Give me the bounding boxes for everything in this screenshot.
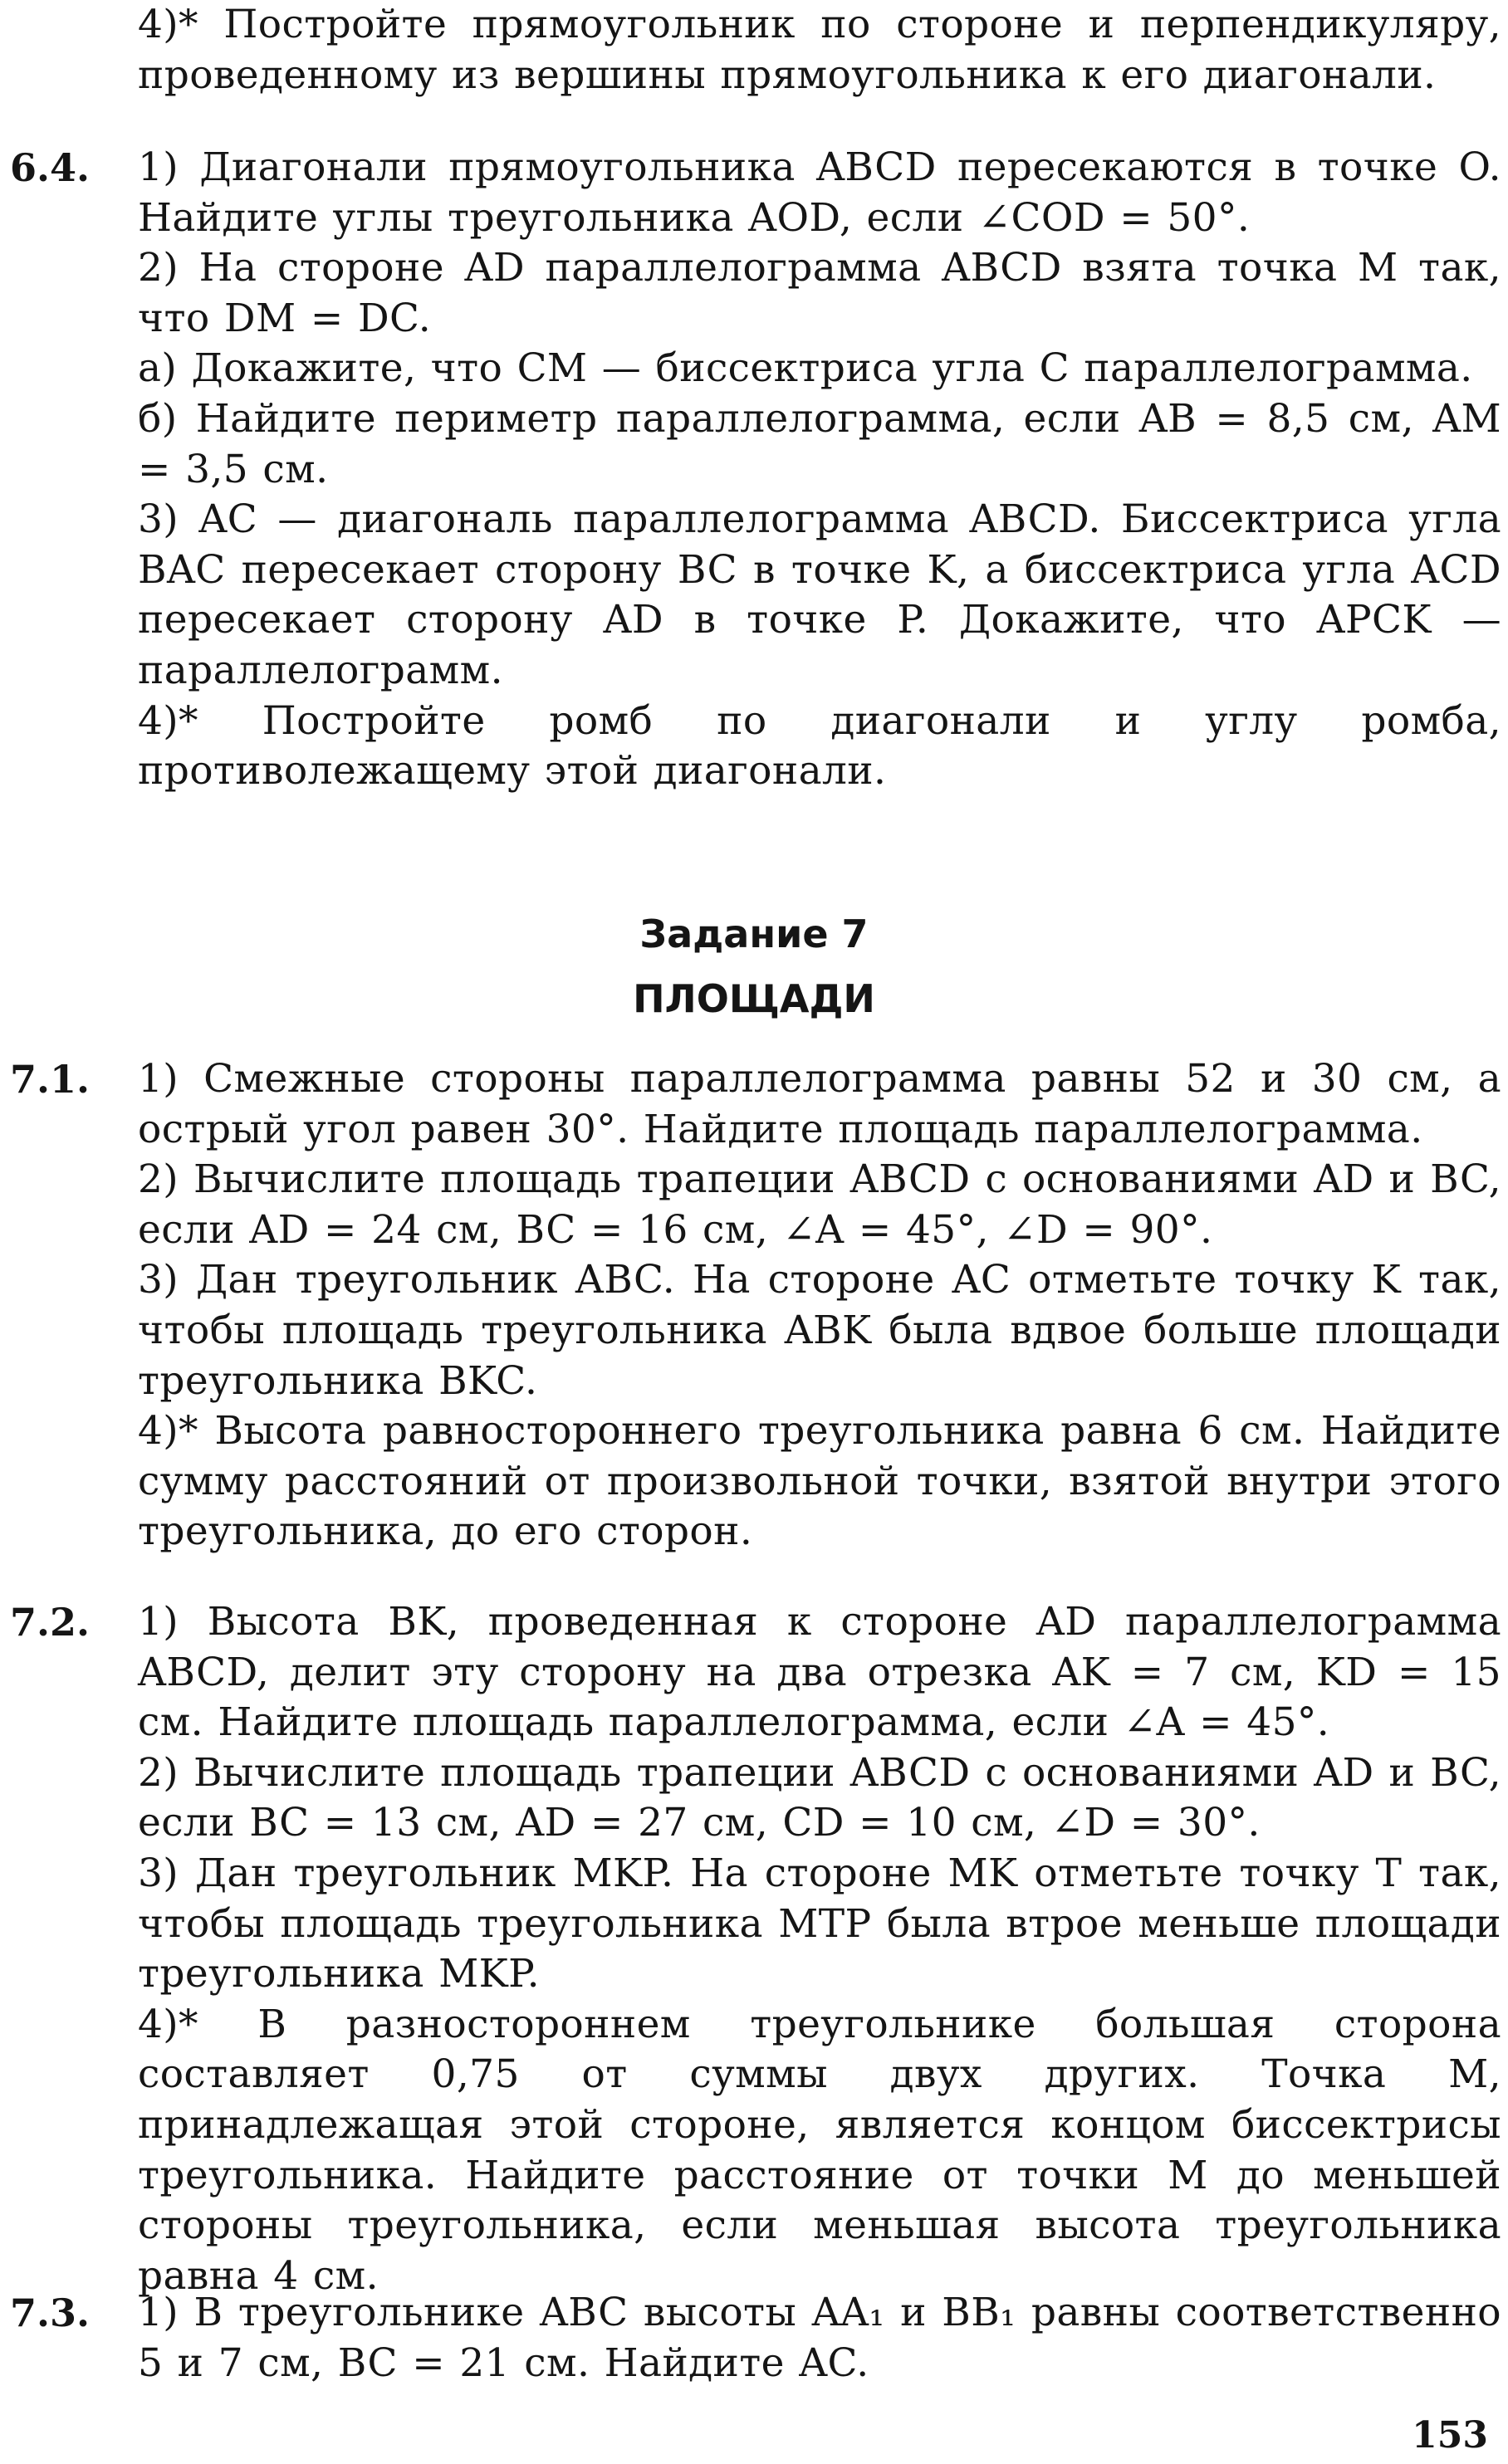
- task-part: 1) Смежные стороны параллелограмма равны 52 и 30 см, а острый угол равен 30°. Найдите площадь параллелограмма.: [138, 1056, 1501, 1152]
- task-part: 1) Высота BK, проведенная к стороне AD параллелограмма ABCD, делит эту сторону на два отрезка AK = 7 см, KD = 15 см. Найдите площадь параллелограмма, если ∠A = 45°.: [138, 1599, 1501, 1746]
- task-number: 7.1.: [10, 1057, 91, 1102]
- task-part: а) Докажите, что CM — биссектриса угла C параллелограмма.: [138, 345, 1473, 392]
- section-title: Задание 7: [639, 912, 869, 956]
- task-part: б) Найдите периметр параллелограмма, если AB = 8,5 см, AM = 3,5 см.: [138, 395, 1501, 492]
- task-part: 2) Вычислите площадь трапеции ABCD с основаниями AD и BC, если AD = 24 см, BC = 16 см, ∠A = 45°, ∠D = 90°.: [138, 1156, 1501, 1253]
- task-part: 2) Вычислите площадь трапеции ABCD с основаниями AD и BC, если BC = 13 см, AD = 27 см, CD = 10 см, ∠D = 30°.: [138, 1749, 1501, 1846]
- task-part: 3) Дан треугольник MKP. На стороне MK отметьте точку T так, чтобы площадь треугольника MTP была втрое меньше площади треугольника MKP.: [138, 1850, 1501, 1997]
- task-part: 4)* Высота равностороннего треугольника равна 6 см. Найдите сумму расстояний от произвольной точки, взятой внутри этого треугольника, до его сторон.: [138, 1408, 1501, 1555]
- task-part: 4)* Постройте ромб по диагонали и углу ромба, противолежащему этой диагонали.: [138, 697, 1501, 794]
- task-number: 6.4.: [10, 145, 91, 190]
- continuation-text: 4)* Постройте прямоугольник по стороне и перпендикуляру, проведенному из вершины прямоугольника к его диагонали.: [138, 2, 1501, 98]
- task-part: 1) В треугольнике ABC высоты AA₁ и BB₁ равны соответственно 5 и 7 см, BC = 21 см. Найдите AC.: [138, 2290, 1501, 2386]
- task-part: 3) Дан треугольник ABC. На стороне AC отметьте точку K так, чтобы площадь треугольника ABK была вдвое больше площади треугольника BKC.: [138, 1257, 1501, 1404]
- task-part: 2) На стороне AD параллелограмма ABCD взята точка M так, что DM = DC.: [138, 245, 1501, 341]
- task-number: 7.3.: [10, 2290, 91, 2335]
- task-number: 7.2.: [10, 1600, 91, 1645]
- task-part: 4)* В разностороннем треугольнике большая сторона составляет 0,75 от суммы двух других. Точка M, принадлежащая этой стороне, является концом биссектрисы треугольника. Найдите расстояние от точки M до меньшей стороны треугольника, если меньшая высота треугольника равна 4 см.: [138, 2001, 1501, 2299]
- task-part: 3) AC — диагональ параллелограмма ABCD. Биссектриса угла BAC пересекает сторону BC в точке K, а биссектриса угла ACD пересекает сторону AD в точке P. Докажите, что APCK — параллелограмм.: [138, 496, 1501, 693]
- task-part: 1) Диагонали прямоугольника ABCD пересекаются в точке O. Найдите углы треугольника AOD, если ∠COD = 50°.: [138, 144, 1501, 241]
- section-subtitle: ПЛОЩАДИ: [633, 976, 875, 1021]
- page-number: 153: [1412, 2414, 1488, 2457]
